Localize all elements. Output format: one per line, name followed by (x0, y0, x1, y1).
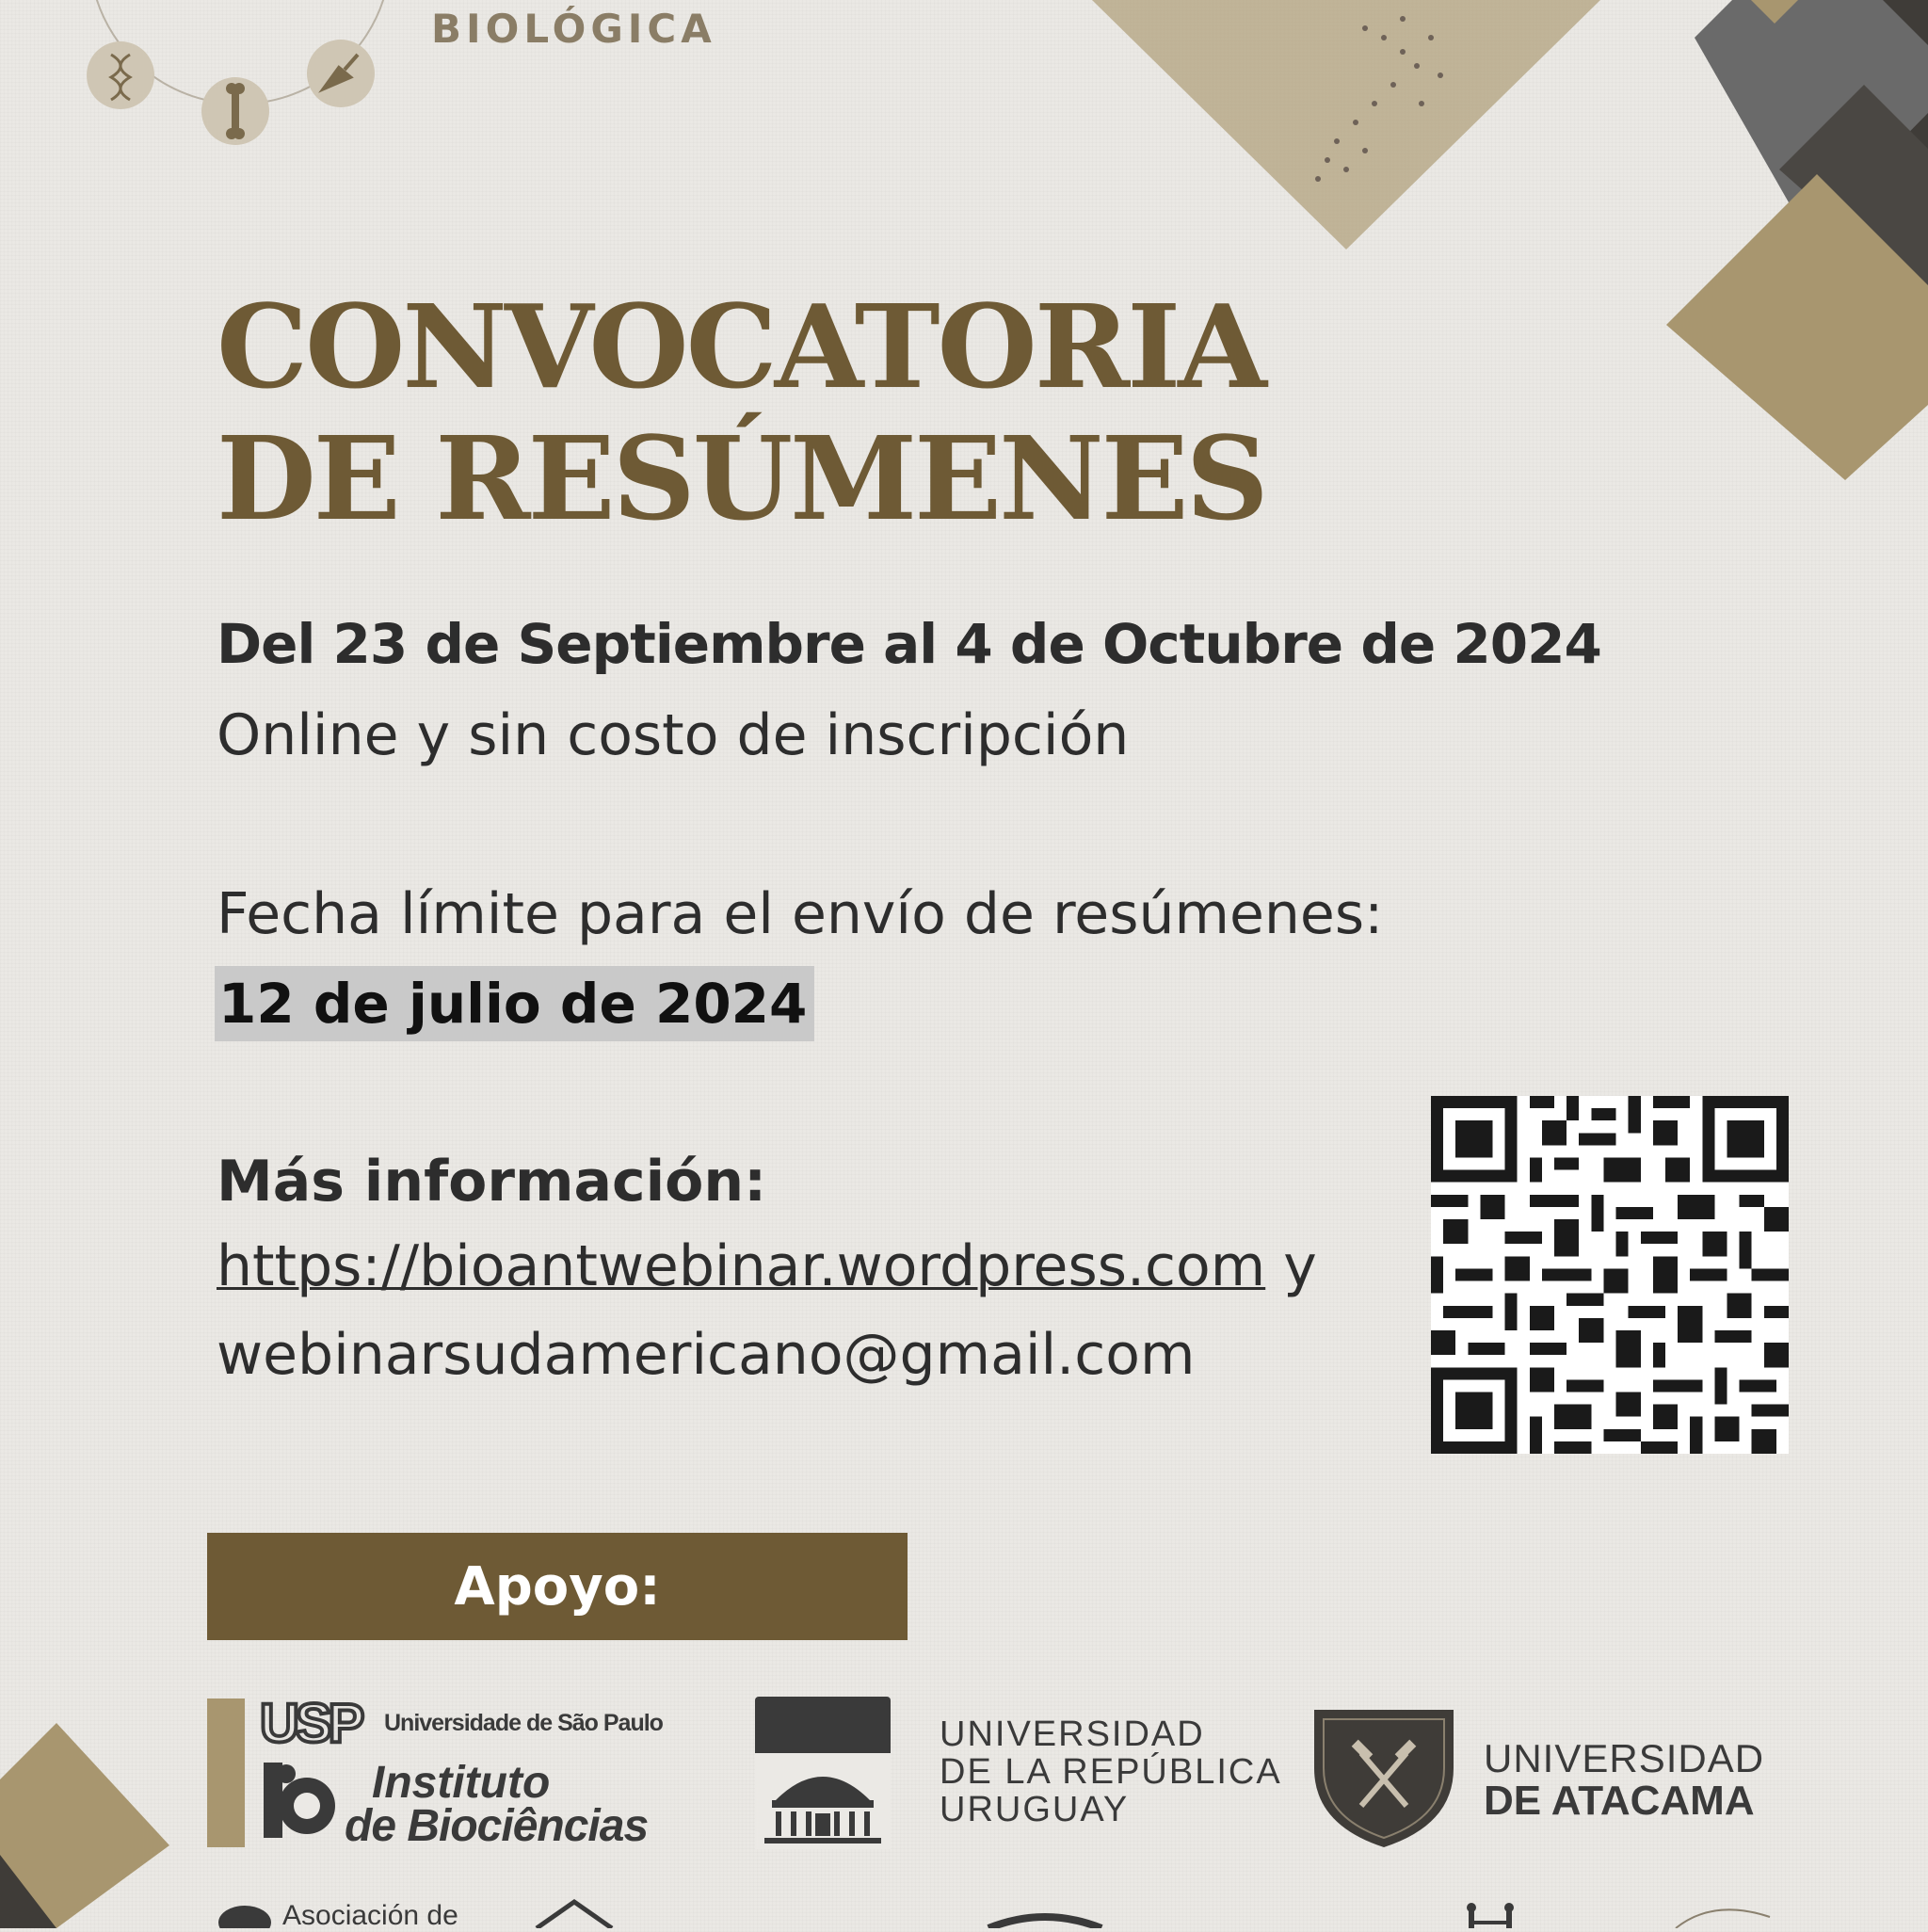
qr-code[interactable] (1431, 1096, 1789, 1454)
title-line-1: CONVOCATORIA (217, 279, 1264, 414)
atacama-name (1484, 1738, 1764, 1823)
usp-name: Universidade de São Paulo (384, 1710, 663, 1736)
event-dates: Del 23 de Septiembre al 4 de Octubre de 2024 (217, 612, 1601, 676)
udelar-line-3: URUGUAY (940, 1790, 1130, 1829)
usp-gold-bar (207, 1699, 245, 1847)
support-banner (207, 1533, 908, 1640)
svg-text:USP: USP (260, 1697, 362, 1749)
bone-icon (201, 77, 269, 145)
trowel-icon (307, 40, 375, 107)
usp-logo (207, 1697, 668, 1849)
atacama-shield-icon (1309, 1702, 1459, 1849)
udelar-name (940, 1715, 1282, 1828)
bottom-partial-logo-text: Asociación de (282, 1900, 458, 1931)
title-line-2: DE RESÚMENES (217, 411, 1266, 546)
deadline-date: 12 de julio de 2024 (215, 966, 814, 1041)
bottom-partial-logos (207, 1889, 1928, 1928)
usp-emblem (258, 1697, 382, 1749)
atacama-line-2: DE ATACAMA (1484, 1778, 1755, 1824)
contact-email[interactable]: webinarsudamericano@gmail.com (217, 1322, 1196, 1388)
udelar-line-2: DE LA REPÚBLICA (940, 1752, 1282, 1792)
website-link[interactable]: https://bioantwebinar.wordpress.com (217, 1233, 1266, 1299)
ib-emblem (258, 1757, 345, 1843)
usp-institute-line: Instituto (372, 1758, 551, 1808)
deadline-label: Fecha límite para el envío de resúmenes: (217, 881, 1384, 947)
url-connector: y (1265, 1233, 1317, 1299)
top-left-icon-ring (56, 0, 414, 169)
usp-institute-subline: de Biociências (345, 1801, 649, 1851)
event-format: Online y sin costo de inscripción (217, 702, 1130, 768)
udelar-line-1: UNIVERSIDAD (940, 1715, 1205, 1754)
bottom-left-decoration (0, 1714, 188, 1928)
page-title (217, 281, 1266, 544)
atacama-line-1: UNIVERSIDAD (1484, 1736, 1765, 1780)
support-label: Apoyo: (454, 1555, 661, 1618)
udelar-emblem (755, 1697, 891, 1849)
dna-icon (87, 41, 154, 109)
more-info-url-line (217, 1233, 1317, 1299)
header-partial-title: BIOLÓGICA (431, 6, 716, 52)
more-info-label: Más información: (217, 1149, 767, 1215)
